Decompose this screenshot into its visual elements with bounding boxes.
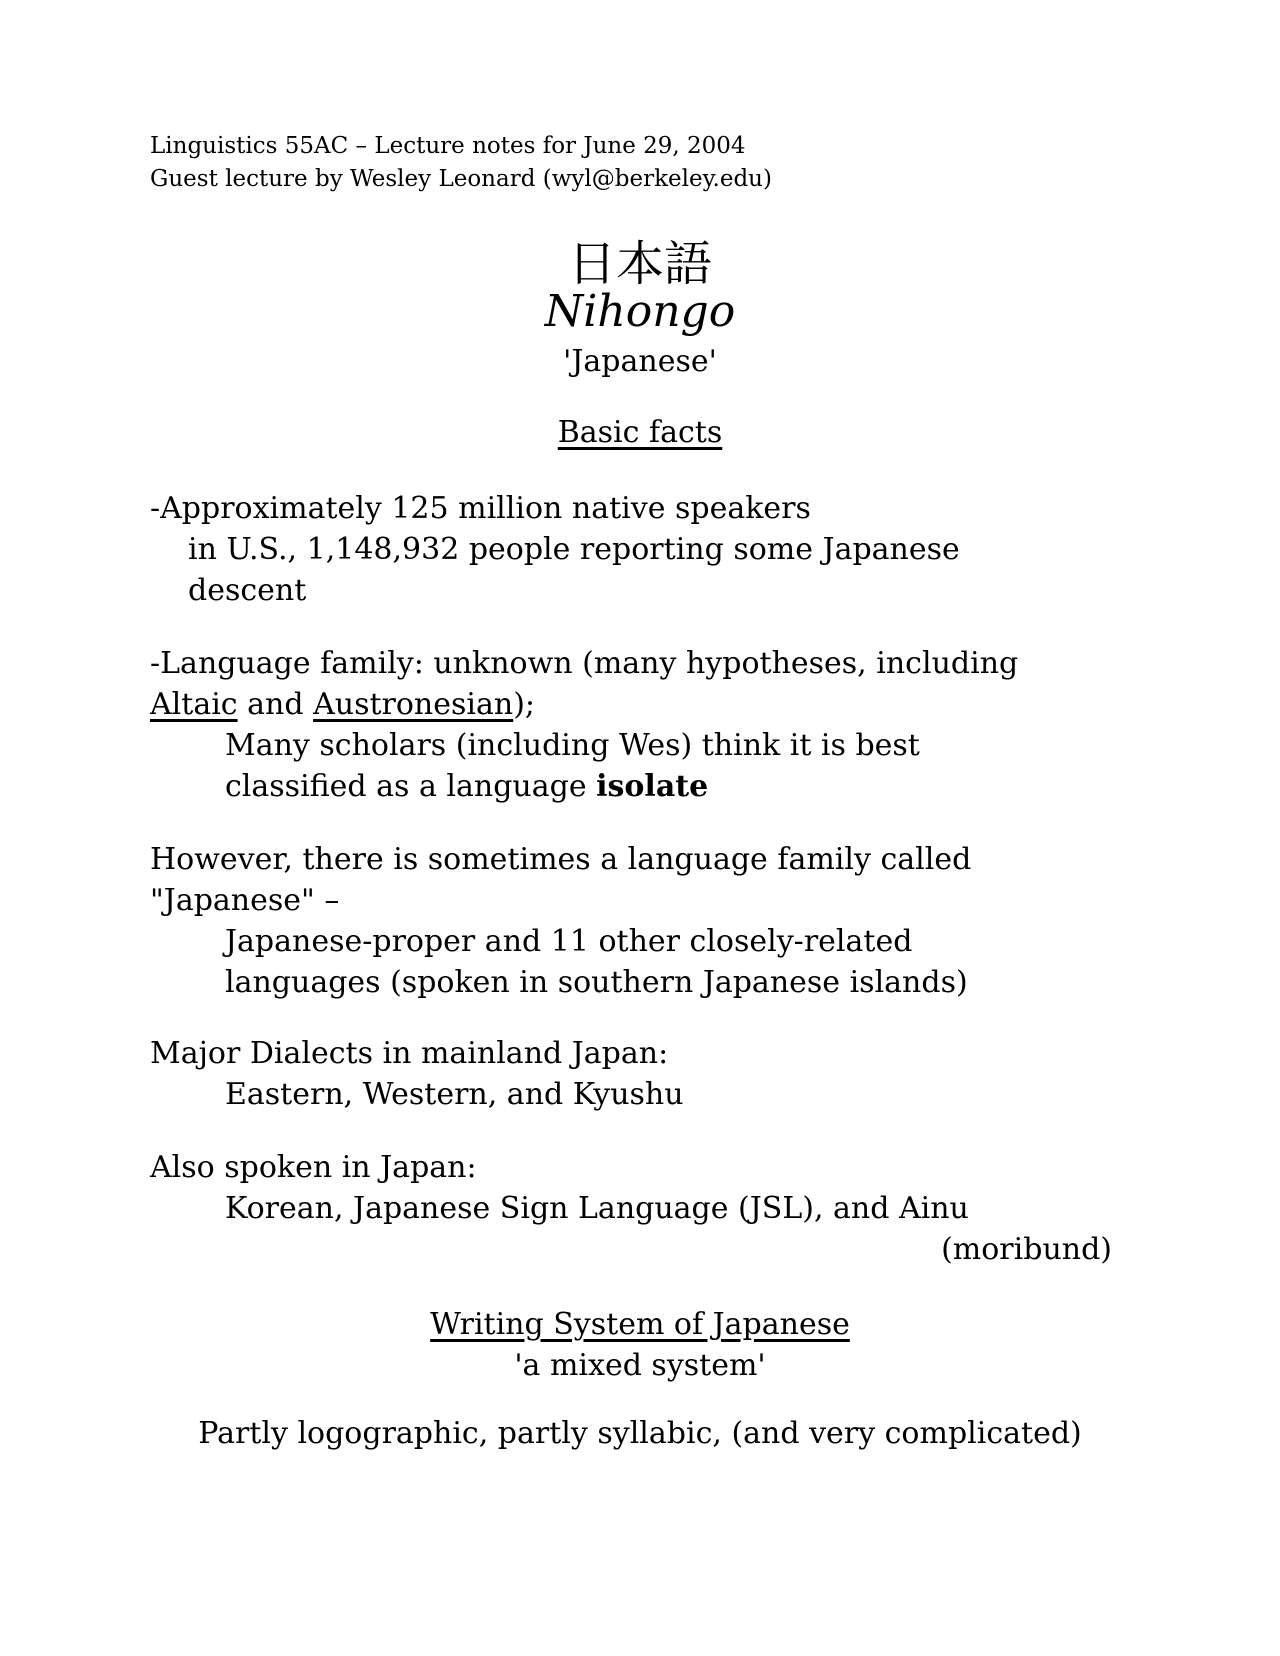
document-header bbox=[150, 130, 772, 196]
writing-system-heading bbox=[0, 1305, 1280, 1345]
writing-system-description: Partly logographic, partly syllabic, (and very complicated) bbox=[198, 1416, 1082, 1451]
family-line-2 bbox=[150, 684, 1150, 725]
austronesian-term: Austronesian bbox=[313, 687, 514, 722]
also-spoken-section bbox=[150, 1147, 1150, 1270]
family-line-2-end: ); bbox=[513, 687, 536, 722]
language-family-section bbox=[150, 643, 1150, 807]
writing-system-subtitle: 'a mixed system' bbox=[514, 1348, 766, 1383]
also-line-3: (moribund) bbox=[941, 1232, 1112, 1267]
title-kanji: 日本語 bbox=[567, 236, 712, 292]
however-line-2: "Japanese" – bbox=[150, 883, 340, 918]
family-line-1: -Language family: unknown (many hypotheses, including bbox=[150, 646, 1019, 681]
however-line-4: languages (spoken in southern Japanese islands) bbox=[225, 965, 968, 1000]
family-line-4-text: classified as a language bbox=[225, 769, 597, 804]
speakers-line-2: in U.S., 1,148,932 people reporting some Japanese bbox=[188, 532, 960, 567]
speakers-line-1: -Approximately 125 million native speakers bbox=[150, 491, 811, 526]
family-line-3: Many scholars (including Wes) think it is best bbox=[225, 728, 920, 763]
dialects-line-1: Major Dialects in mainland Japan: bbox=[150, 1036, 669, 1071]
and-connector: and bbox=[237, 687, 314, 722]
also-line-1: Also spoken in Japan: bbox=[150, 1150, 477, 1185]
lecturer-line: Guest lecture by Wesley Leonard (wyl@berkeley.edu) bbox=[150, 166, 772, 192]
basic-facts-heading bbox=[0, 414, 1280, 452]
however-line-3: Japanese-proper and 11 other closely-related bbox=[225, 924, 913, 959]
writing-system-heading-text: Writing System of Japanese bbox=[430, 1307, 850, 1342]
speakers-line-3: descent bbox=[188, 573, 307, 608]
family-line-4 bbox=[150, 766, 1150, 807]
speakers-section bbox=[150, 488, 1150, 611]
japanese-family-section bbox=[150, 839, 1150, 1003]
course-line: Linguistics 55AC – Lecture notes for June 29, 2004 bbox=[150, 133, 746, 159]
dialects-section bbox=[150, 1033, 1150, 1115]
also-line-2: Korean, Japanese Sign Language (JSL), and Ainu bbox=[225, 1191, 969, 1226]
title-romaji: Nihongo bbox=[544, 286, 736, 337]
dialects-line-2: Eastern, Western, and Kyushu bbox=[225, 1077, 684, 1112]
title-gloss: 'Japanese' bbox=[563, 344, 717, 379]
isolate-term: isolate bbox=[596, 769, 709, 804]
altaic-term: Altaic bbox=[150, 687, 238, 722]
basic-facts-heading-text: Basic facts bbox=[557, 415, 723, 450]
however-line-1: However, there is sometimes a language family called bbox=[150, 842, 972, 877]
